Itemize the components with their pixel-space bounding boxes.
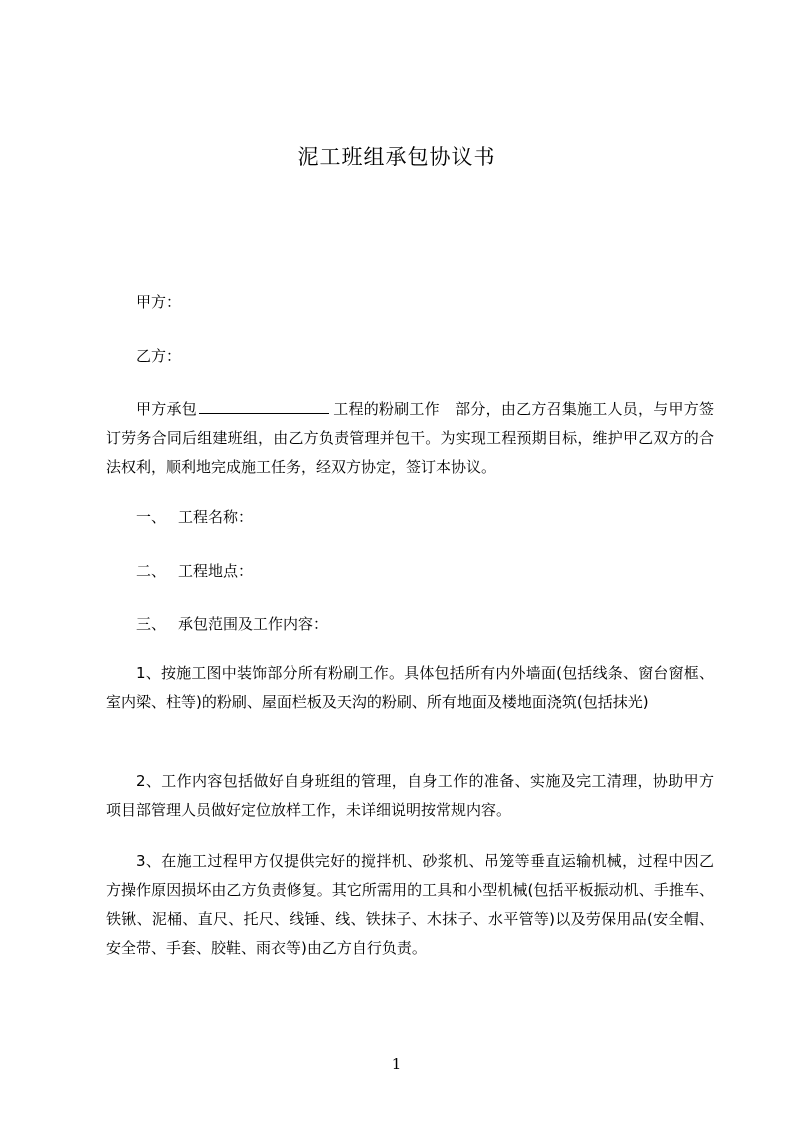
section-label: 承包范围及工作内容： [178,615,329,633]
party-b-label: 乙方： [136,347,182,365]
project-name-blank [199,399,329,414]
document-title: 泥工班组承包协议书 [297,145,496,169]
section-project-name [136,507,253,527]
page-number: 1 [391,1055,402,1073]
scope-item-1: 1、按施工图中装饰部分所有粉刷工作。具体包括所有内外墙面(包括线条、窗台窗框、室内梁、柱等)的粉刷、屋面栏板及天沟的粉刷、所有地面及楼地面浇筑(包括抹光) [106,664,714,711]
scope-item-2: 2、工作内容包括做好自身班组的管理，自身工作的准备、实施及完工清理，协助甲方项目部管理人员做好定位放样工作，未详细说明按常规内容。 [106,772,714,819]
section-number: 三、 [136,615,167,633]
party-a-label: 甲方： [136,293,182,311]
intro-text-rest: 工程的粉刷工作 部分，由乙方召集施工人员，与甲方签订劳务合同后组建班组，由乙方负责管理并包干。为实现工程预期目标，维护甲乙双方的合法权利，顺利地完成施工任务，经双方协定，签订本协议。 [106,400,714,476]
section-scope [136,614,328,634]
scope-item-3: 3、在施工过程甲方仅提供完好的搅拌机、砂浆机、吊笼等垂直运输机械，过程中因乙方操作原因损坏由乙方负责修复。其它所需用的工具和小型机械(包括平板振动机、手推车、铁锹、泥桶、直尺、托尺、线锤、线、铁抹子、木抹子、水平管等)以及劳保用品(安全帽、安全带、手套、胶鞋、雨衣等)由乙方自行负责。 [106,852,714,957]
section-number: 二、 [136,562,167,580]
section-label: 工程地点： [178,562,254,580]
section-number: 一、 [136,508,167,526]
section-label: 工程名称： [178,508,254,526]
section-project-location [136,561,253,581]
intro-text-start: 甲方承包 [136,400,197,418]
intro-paragraph [106,395,714,482]
